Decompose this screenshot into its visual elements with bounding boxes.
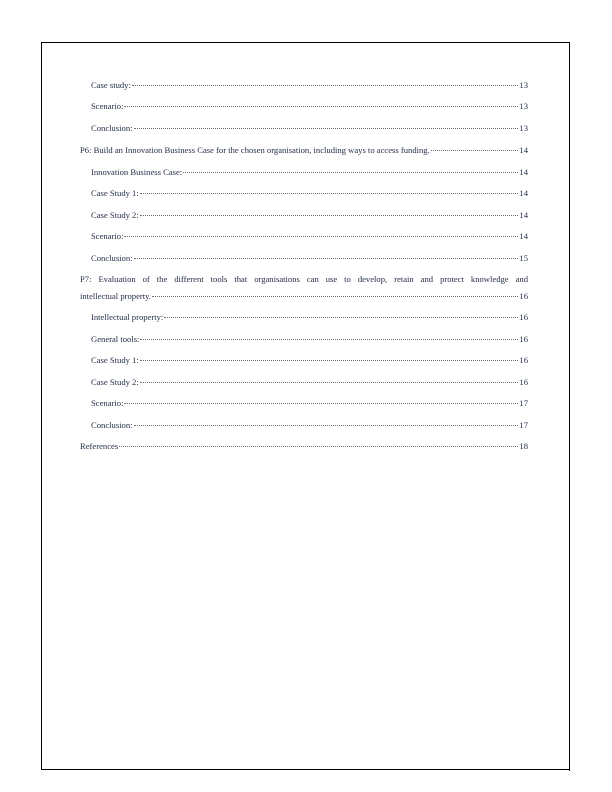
dot-leader — [132, 85, 519, 86]
dot-leader — [140, 339, 518, 340]
toc-entry-intellectual-property[interactable] — [91, 312, 528, 323]
toc-entry-p7[interactable] — [80, 291, 528, 302]
dot-leader — [152, 296, 518, 297]
toc-page-number: 14 — [519, 145, 528, 155]
toc-entry-innovation-business-case[interactable] — [91, 167, 528, 178]
toc-entry-p7-line1[interactable]: P7: Evaluation of the different tools that organisations can use to develop, retain and protect knowledge and — [80, 274, 528, 284]
dot-leader — [134, 258, 519, 259]
toc-entry-label: P6: Build an Innovation Business Case for the chosen organisation, including ways to access funding. — [80, 145, 430, 155]
dot-leader — [134, 425, 519, 426]
dot-leader — [164, 317, 518, 318]
dot-leader — [140, 360, 519, 361]
toc-page-number: 16 — [519, 355, 528, 365]
dot-leader — [124, 403, 518, 404]
toc-entry-scenario[interactable] — [91, 398, 528, 409]
toc-entry-case-study-2[interactable] — [91, 210, 528, 221]
toc-entry-case-study-2[interactable] — [91, 377, 528, 388]
dot-leader — [140, 382, 519, 383]
dot-leader — [124, 236, 518, 237]
toc-entry-label: Case Study 2: — [91, 377, 139, 387]
toc-entry-label: Intellectual property: — [91, 312, 164, 322]
toc-entry-general-tools[interactable] — [91, 334, 528, 345]
toc-entry-conclusion[interactable] — [91, 253, 528, 264]
toc-entry-case-study-1[interactable] — [91, 355, 528, 366]
toc-page-number: 17 — [519, 398, 528, 408]
toc-entry-scenario[interactable] — [91, 231, 528, 242]
toc-entry-label: Case Study 1: — [91, 355, 139, 365]
dot-leader — [140, 193, 519, 194]
toc-page-number: 13 — [519, 123, 528, 133]
toc-page-number: 17 — [519, 420, 528, 430]
toc-entry-label: Scenario: — [91, 398, 124, 408]
toc-entry-label: General tools: — [91, 334, 140, 344]
toc-page-number: 16 — [519, 334, 528, 344]
toc-entry-case-study[interactable] — [91, 80, 528, 91]
toc-page-number: 13 — [519, 101, 528, 111]
toc-entry-label: intellectual property. — [80, 291, 152, 301]
toc-page-number: 16 — [519, 377, 528, 387]
toc-entry-label: Case study: — [91, 80, 131, 90]
toc-entry-label: Conclusion: — [91, 420, 133, 430]
toc-entry-label: Innovation Business Case: — [91, 167, 183, 177]
dot-leader — [140, 215, 519, 216]
dot-leader — [119, 446, 518, 447]
toc-page-number: 14 — [519, 210, 528, 220]
toc-page-number: 15 — [519, 253, 528, 263]
toc-page-number: 16 — [519, 291, 528, 301]
dot-leader — [183, 172, 518, 173]
dot-leader — [431, 150, 519, 151]
dot-leader — [134, 128, 519, 129]
toc-page-number: 14 — [519, 231, 528, 241]
toc-entry-label: References — [80, 441, 119, 451]
toc-entry-conclusion[interactable] — [91, 123, 528, 134]
toc-entry-label: Scenario: — [91, 231, 124, 241]
toc-entry-scenario[interactable] — [91, 101, 528, 112]
toc-entry-label: Scenario: — [91, 101, 124, 111]
toc-entry-case-study-1[interactable] — [91, 188, 528, 199]
toc-entry-label: Conclusion: — [91, 123, 133, 133]
toc-entry-label: Case Study 2: — [91, 210, 139, 220]
toc-page-number: 16 — [519, 312, 528, 322]
toc-entry-p6[interactable] — [80, 145, 528, 156]
toc-entry-references[interactable] — [80, 441, 528, 452]
toc-page-number: 13 — [519, 80, 528, 90]
dot-leader — [124, 106, 518, 107]
toc-page-number: 18 — [519, 441, 528, 451]
toc-entry-label: Conclusion: — [91, 253, 133, 263]
toc-page-number: 14 — [519, 167, 528, 177]
toc-page-number: 14 — [519, 188, 528, 198]
toc-entry-conclusion[interactable] — [91, 420, 528, 431]
toc-entry-label: Case Study 1: — [91, 188, 139, 198]
